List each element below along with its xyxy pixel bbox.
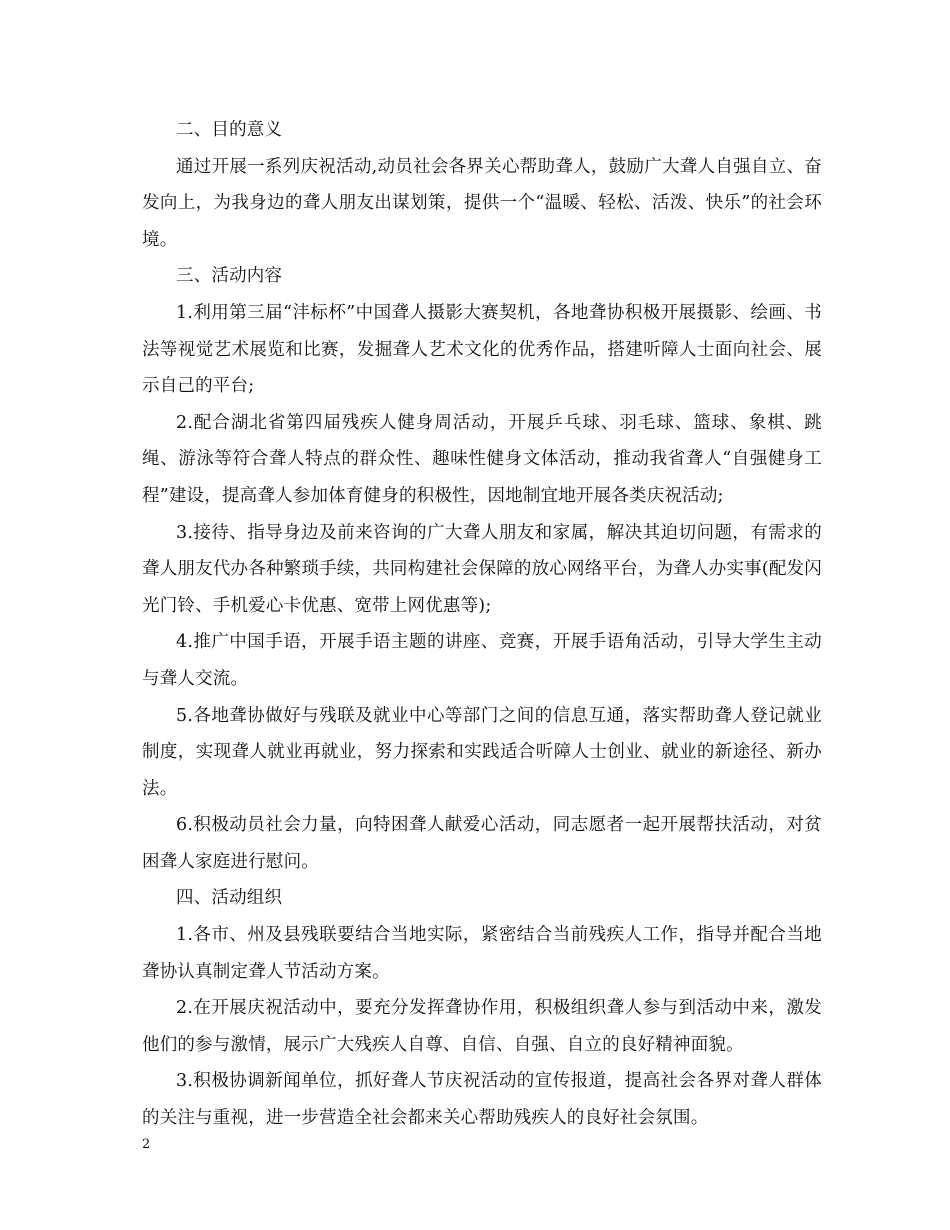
section-heading-organization: 四、活动组织	[176, 888, 283, 909]
paragraph-organization-3: 3.积极协调新闻单位，抓好聋人节庆祝活动的宣传报道，提高社会各界对聋人群体的关注与重视，进一步营造全社会都来关心帮助残疾人的良好社会氛围。	[142, 1071, 822, 1129]
paragraph-organization-1: 1.各市、州及县残联要结合当地实际，紧密结合当前残疾人工作，指导并配合当地聋协认真制定聋人节活动方案。	[142, 925, 822, 982]
paragraph-activity-1: 1.利用第三届“沣标杯”中国聋人摄影大赛契机，各地聋协积极开展摄影、绘画、书法等视觉艺术展览和比赛，发掘聋人艺术文化的优秀作品，搭建听障人士面向社会、展示自己的平台;	[142, 302, 822, 397]
paragraph-purpose: 通过开展一系列庆祝活动,动员社会各界关心帮助聋人，鼓励广大聋人自强自立、奋发向上，为我身边的聋人朋友出谋划策，提供一个“温暖、轻松、活泼、快乐”的社会环境。	[142, 156, 822, 250]
paragraph-activity-4: 4.推广中国手语，开展手语主题的讲座、竞赛，开展手语角活动，引导大学生主动与聋人交流。	[142, 632, 822, 689]
paragraph-activity-6: 6.积极动员社会力量，向特困聋人献爱心活动，同志愿者一起开展帮扶活动，对贫困聋人家庭进行慰问。	[142, 815, 822, 872]
section-heading-purpose: 二、目的意义	[176, 120, 283, 140]
paragraph-activity-2: 2.配合湖北省第四届残疾人健身周活动，开展乒乓球、羽毛球、篮球、象棋、跳绳、游泳等符合聋人特点的群众性、趣味性健身文体活动，推动我省聋人“自强健身工程”建设，提高聋人参加体育健身的积极性，因地制宜地开展各类庆祝活动;	[142, 412, 822, 506]
page-number: 2	[142, 1137, 151, 1152]
document-body	[142, 112, 822, 1137]
section-heading-activities: 三、活动内容	[176, 266, 283, 287]
paragraph-activity-5: 5.各地聋协做好与残联及就业中心等部门之间的信息互通，落实帮助聋人登记就业制度，实现聋人就业再就业，努力探索和实践适合听障人士创业、就业的新途径、新办法。	[142, 705, 822, 799]
paragraph-organization-2: 2.在开展庆祝活动中，要充分发挥聋协作用，积极组织聋人参与到活动中来，激发他们的参与激情，展示广大残疾人自尊、自信、自强、自立的良好精神面貌。	[142, 998, 822, 1055]
paragraph-activity-3: 3.接待、指导身边及前来咨询的广大聋人朋友和家属，解决其迫切问题，有需求的聋人朋友代办各种繁琐手续，共同构建社会保障的放心网络平台，为聋人办实事(配发闪光门铃、手机爱心卡优惠、宽带上网优惠等);	[142, 522, 822, 616]
